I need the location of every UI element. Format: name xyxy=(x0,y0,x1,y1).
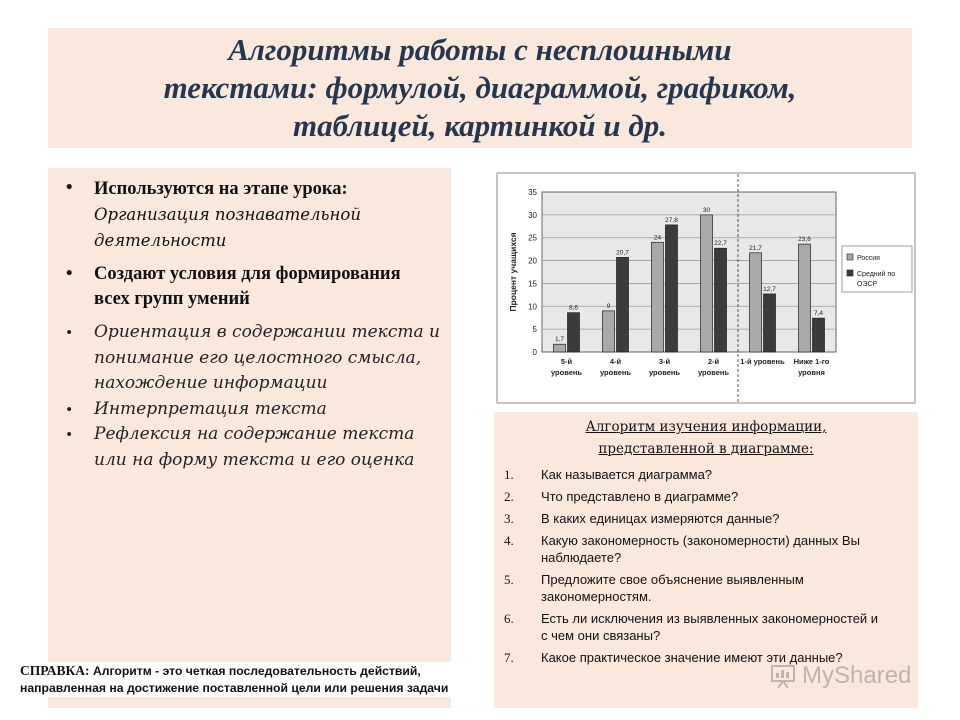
usage-panel xyxy=(48,168,451,708)
y-tick-label: 20 xyxy=(528,256,537,266)
x-tick-label: 4-й xyxy=(609,357,622,366)
y-tick-label: 30 xyxy=(528,210,537,220)
item-lead: Используются на этапе урока: xyxy=(94,179,348,199)
bar-value-label: 7,4 xyxy=(813,310,824,318)
algorithm-title xyxy=(494,416,918,460)
step-number: 5. xyxy=(504,572,514,587)
bar-value-label: 9 xyxy=(606,302,611,310)
legend-label: Россия xyxy=(857,255,880,262)
bar xyxy=(799,244,811,352)
plot-area xyxy=(542,192,836,352)
x-tick-label: 5-й xyxy=(560,357,573,366)
legend-label: ОЭСР xyxy=(857,281,878,288)
y-axis-label: Процент учащихся xyxy=(508,232,518,312)
step-item xyxy=(494,488,918,505)
step-text: Как называется диаграмма? xyxy=(541,467,713,482)
bar xyxy=(603,311,615,352)
bar xyxy=(750,253,762,352)
list-item: • Рефлексия на содержание текста или на форму текста и его оценка xyxy=(60,422,440,473)
step-number: 4. xyxy=(504,533,514,548)
list-item: • Ориентация в содержании текста и понимание его целостного смысла, нахождение информации xyxy=(60,320,440,397)
step-item xyxy=(494,610,918,644)
x-tick-label: уровень xyxy=(599,368,632,377)
note-label: СПРАВКА: xyxy=(20,663,90,678)
bar xyxy=(617,257,629,352)
step-item xyxy=(494,532,918,566)
x-tick-label: 3-й xyxy=(658,357,671,366)
list-item: • Создают условия для формирования всех групп умений xyxy=(60,262,440,312)
bar xyxy=(701,215,713,352)
watermark-text: MyShared xyxy=(802,662,912,689)
bar-value-label: 8,6 xyxy=(568,304,579,312)
bar-chart xyxy=(496,172,916,404)
step-number: 3. xyxy=(504,511,514,526)
list-item xyxy=(60,176,440,254)
step-text: Предложите свое объяснение выявленным закономерностям. xyxy=(541,572,804,604)
x-tick-label: Ниже 1-го xyxy=(793,357,830,366)
step-item xyxy=(494,466,918,483)
step-number: 1. xyxy=(504,467,514,482)
bar-value-label: 1,7 xyxy=(554,336,565,344)
bar-value-label: 23,6 xyxy=(798,236,811,244)
note-text: Алгоритм - это четкая последовательность действий, направленная на достижение поставленной цели или решения задачи xyxy=(20,664,449,695)
title-line: Алгоритмы работы с несплошными xyxy=(228,32,732,67)
bar xyxy=(568,313,580,352)
y-tick-label: 25 xyxy=(528,233,537,243)
presentation-icon xyxy=(770,663,796,689)
title-line: текстами: формулой, диаграммой, графиком, xyxy=(163,70,797,105)
bar xyxy=(554,344,566,352)
bar-value-label: 27,8 xyxy=(665,216,678,224)
step-number: 2. xyxy=(504,489,514,504)
y-tick-label: 15 xyxy=(528,279,537,289)
step-text: Есть ли исключения из выявленных закономерностей и с чем они связаны? xyxy=(541,611,879,643)
step-number: 6. xyxy=(504,611,514,626)
x-tick-label: 1-й уровень xyxy=(740,357,785,366)
bar-value-label: 12,7 xyxy=(763,285,776,293)
list-item: • Интерпретация текста xyxy=(60,397,440,423)
algorithm-title-line: Алгоритм изучения информации, xyxy=(585,419,827,435)
title-banner xyxy=(48,28,912,148)
step-item xyxy=(494,571,918,605)
bar xyxy=(813,318,825,352)
definition-note xyxy=(20,662,470,697)
x-tick-label: уровня xyxy=(798,368,825,377)
usage-list xyxy=(60,176,440,473)
x-tick-label: 2-й xyxy=(707,357,720,366)
y-tick-label: 0 xyxy=(532,348,537,357)
bar-value-label: 20,7 xyxy=(616,249,629,257)
x-tick-label: уровень xyxy=(648,368,681,377)
bar-value-label: 21,7 xyxy=(749,244,762,252)
algorithm-steps xyxy=(494,466,918,666)
y-tick-label: 5 xyxy=(532,325,537,335)
bar xyxy=(764,294,776,352)
y-tick-label: 35 xyxy=(528,188,537,197)
legend-swatch xyxy=(847,254,853,260)
bar xyxy=(652,242,664,352)
watermark xyxy=(770,660,911,692)
step-text: В каких единицах измеряются данные? xyxy=(541,511,780,526)
item-rest: Организация познавательной деятельности xyxy=(94,205,361,250)
legend-label: Средний по xyxy=(857,271,896,278)
x-tick-label: уровень xyxy=(697,368,730,377)
bar xyxy=(715,248,727,352)
step-number: 7. xyxy=(504,650,514,665)
title-line: таблицей, картинкой и др. xyxy=(293,108,667,143)
slide-title xyxy=(60,31,900,145)
step-text: Что представлено в диаграмме? xyxy=(541,489,739,504)
x-tick-label: уровень xyxy=(550,368,583,377)
bar-value-label: 30 xyxy=(702,206,711,214)
step-text: Какую закономерность (закономерности) данных Вы наблюдаете? xyxy=(541,533,860,565)
bar-value-label: 22,7 xyxy=(714,240,727,248)
algorithm-title-line: представленной в диаграмме: xyxy=(598,441,814,457)
chart-panel xyxy=(496,172,916,404)
step-item xyxy=(494,510,918,527)
y-tick-label: 10 xyxy=(528,302,537,312)
bar xyxy=(666,225,678,352)
step-text: Какое практическое значение имеют эти данные? xyxy=(541,650,843,665)
bar-value-label: 24 xyxy=(653,234,662,242)
legend-swatch xyxy=(847,270,853,276)
